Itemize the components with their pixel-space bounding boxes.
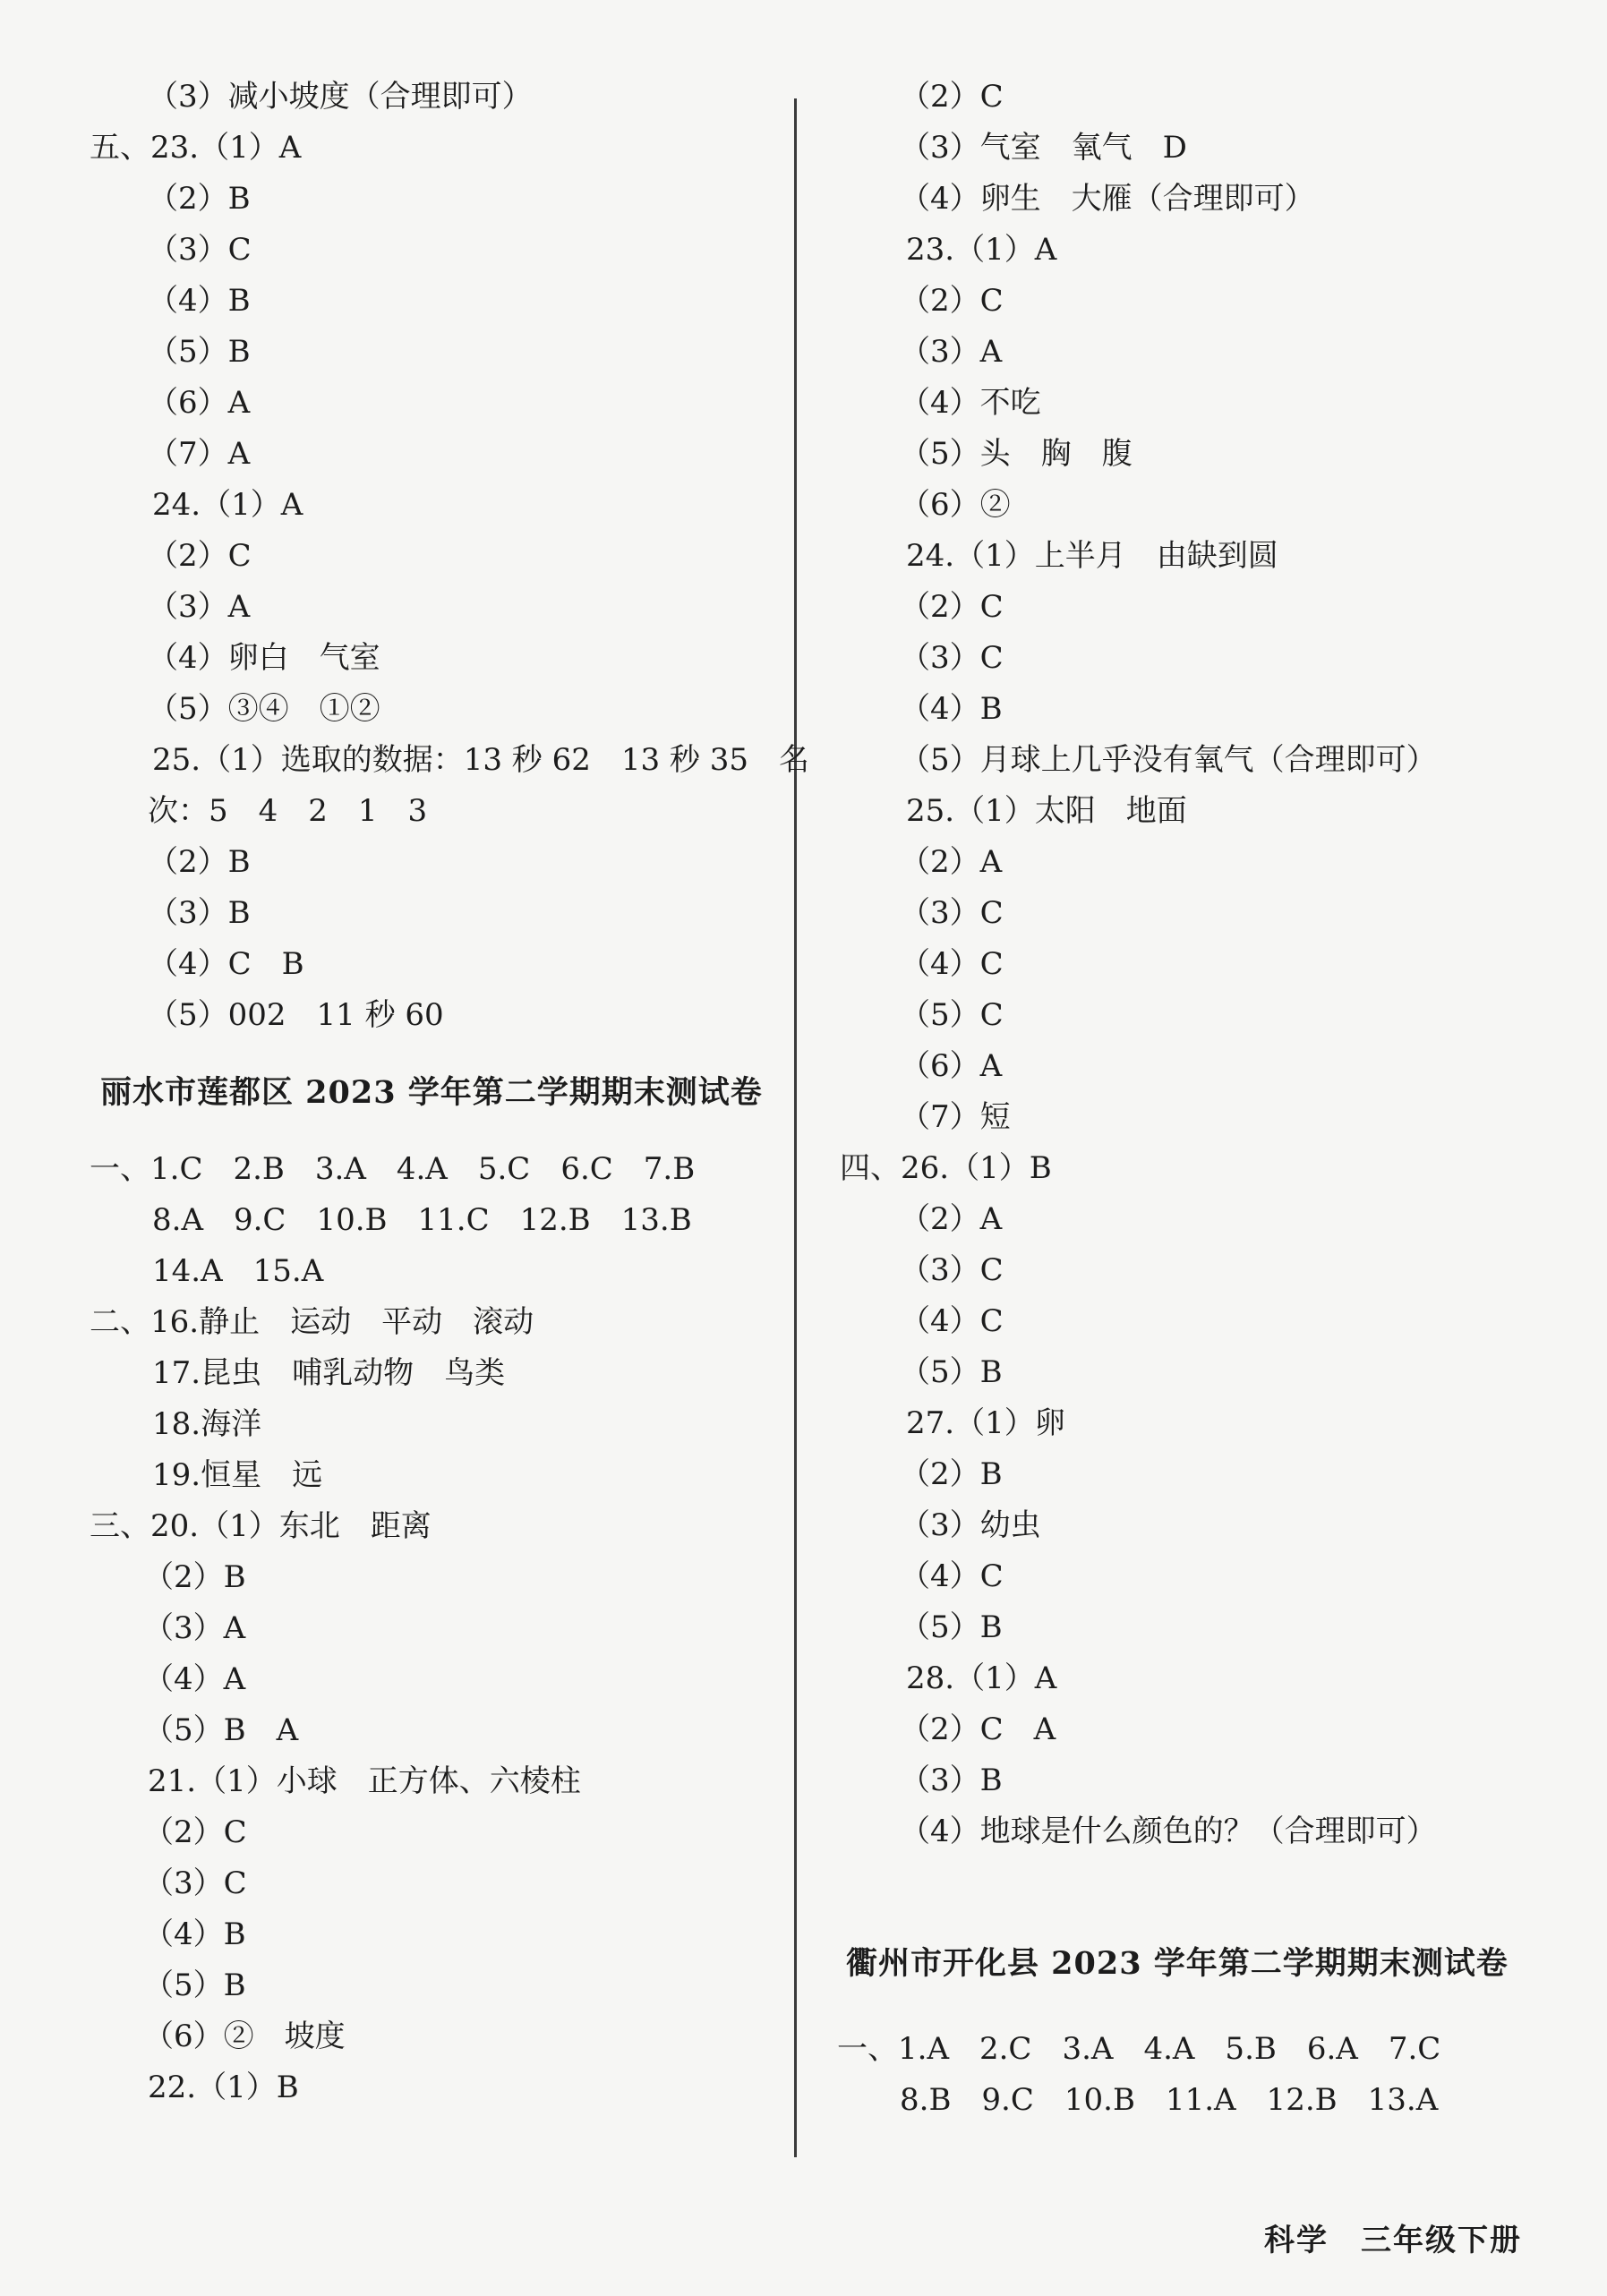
answer-line: （5）B A [143, 1712, 299, 1748]
answer-line: 14.A 15.A [152, 1253, 324, 1289]
answer-line: （4）B [143, 1916, 246, 1952]
answer-line: （3）C [900, 1252, 1004, 1288]
section-heading-quzhou: 衢州市开化县 2023 学年第二学期期末测试卷 [846, 1945, 1509, 1982]
answer-line: （2）C A [900, 1711, 1056, 1747]
answer-line: （3）B [148, 895, 251, 931]
answer-line: 三、20.（1）东北 距离 [90, 1508, 432, 1544]
answer-line: （4）卵生 大雁（合理即可） [900, 181, 1315, 217]
answer-line: （4）不吃 [900, 385, 1041, 421]
answer-line: 25.（1）选取的数据：13 秒 62 13 秒 35 名 [152, 742, 809, 778]
answer-line: （6）② 坡度 [143, 2019, 346, 2054]
answer-line: 19.恒星 远 [152, 1457, 323, 1493]
answer-line: 24.（1）A [152, 487, 303, 523]
answer-line: 25.（1）太阳 地面 [906, 793, 1187, 829]
answer-line: （5）B [143, 1967, 246, 2003]
answer-line: （2）B [148, 181, 251, 217]
answer-line: （7）A [148, 436, 251, 472]
answer-line: （6）A [148, 385, 251, 421]
answer-line: （2）A [900, 1201, 1003, 1237]
answer-line: 8.B 9.C 10.B 11.A 12.B 13.A [900, 2082, 1439, 2118]
answer-line: 27.（1）卵 [906, 1405, 1065, 1441]
answer-line: （4）C [900, 946, 1004, 982]
answer-line: （4）B [900, 691, 1003, 727]
answer-line: 22.（1）B [148, 2070, 299, 2105]
answer-line: （5）头 胸 腹 [900, 436, 1133, 472]
answer-line: （2）C [900, 79, 1004, 115]
answer-line: （4）A [143, 1661, 246, 1697]
answer-line: （3）C [148, 232, 252, 268]
answer-line: （4）C [900, 1558, 1004, 1594]
answer-line: 四、26.（1）B [840, 1150, 1052, 1186]
answer-line: 17.昆虫 哺乳动物 鸟类 [152, 1355, 506, 1391]
answer-line: （5）B [900, 1609, 1003, 1645]
answer-line: （2）B [143, 1559, 246, 1595]
answer-line: （2）B [148, 844, 251, 880]
answer-line: 18.海洋 [152, 1406, 262, 1442]
answer-line: （2）C [143, 1814, 247, 1850]
answer-line: （3）C [900, 895, 1004, 931]
answer-line: （4）C [900, 1303, 1004, 1339]
answer-line: 21.（1）小球 正方体、六棱柱 [148, 1763, 581, 1799]
section-heading-lishui: 丽水市莲都区 2023 学年第二学期期末测试卷 [100, 1074, 763, 1111]
answer-line: （6）A [900, 1048, 1003, 1084]
answer-line: 一、1.C 2.B 3.A 4.A 5.C 6.C 7.B [90, 1151, 696, 1187]
answer-line: （3）A [148, 589, 251, 625]
answer-line: （3）气室 氧气 D [900, 130, 1187, 166]
answer-line: （3）C [143, 1865, 247, 1901]
page-footer: 科学 三年级下册 [1264, 2223, 1522, 2258]
answer-line: （3）A [900, 334, 1003, 370]
answer-line: 次：5 4 2 1 3 [148, 793, 428, 829]
answer-line: （3）A [143, 1610, 246, 1646]
answer-line: （2）C [900, 283, 1004, 319]
answer-line: （5）C [900, 997, 1004, 1033]
answer-line: （5）B [900, 1354, 1003, 1390]
answer-line: （4）卵白 气室 [148, 640, 380, 676]
answer-line: （5）月球上几乎没有氧气（合理即可） [900, 742, 1437, 778]
answer-line: （4）地球是什么颜色的？（合理即可） [900, 1814, 1437, 1849]
answer-line: （2）A [900, 844, 1003, 880]
answer-line: 一、1.A 2.C 3.A 4.A 5.B 6.A 7.C [837, 2031, 1441, 2067]
answer-line: 五、23.（1）A [90, 130, 302, 166]
answer-line: 23.（1）A [906, 232, 1057, 268]
answer-line: （5）002 11 秒 60 [148, 997, 444, 1033]
answer-line: 24.（1）上半月 由缺到圆 [906, 538, 1278, 574]
answer-line: （3）B [900, 1763, 1003, 1798]
answer-line: （6）② [900, 487, 1011, 523]
answer-line: （2）C [148, 538, 252, 574]
answer-line: （5）B [148, 334, 251, 370]
answer-line: （3）减小坡度（合理即可） [148, 79, 533, 115]
answer-line: 28.（1）A [906, 1660, 1057, 1696]
answer-line: （2）C [900, 589, 1004, 625]
answer-line: 8.A 9.C 10.B 11.C 12.B 13.B [152, 1202, 692, 1238]
answer-line: 二、16.静止 运动 平动 滚动 [90, 1304, 534, 1340]
answer-line: （4）C B [148, 946, 304, 982]
answer-line: （4）B [148, 283, 251, 319]
answer-line: （3）幼虫 [900, 1507, 1041, 1543]
column-divider [794, 98, 797, 2157]
answer-line: （2）B [900, 1456, 1003, 1492]
answer-line: （5）③④ ①② [148, 691, 380, 727]
answer-line: （3）C [900, 640, 1004, 676]
answer-line: （7）短 [900, 1099, 1011, 1135]
